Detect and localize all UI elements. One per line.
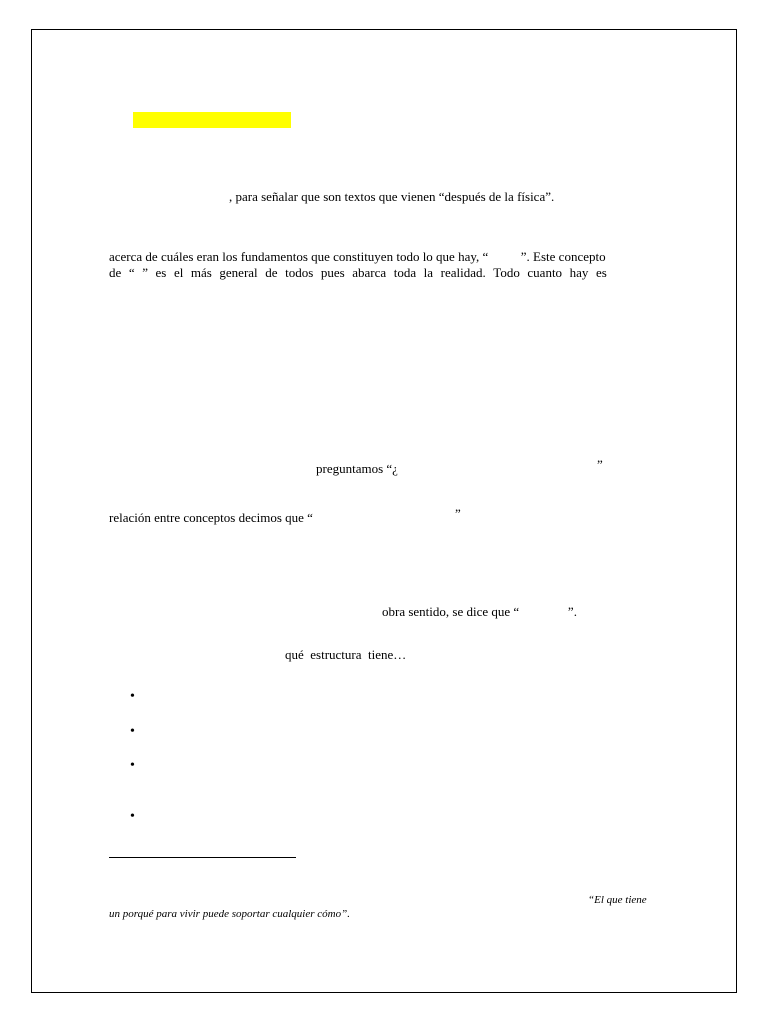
paragraph-6: qué estructura tiene… — [285, 647, 407, 662]
bullet-item-1: • — [130, 689, 135, 704]
word: hay — [569, 265, 589, 280]
footnote-line-2: un porqué para vivir puede soportar cualquier cómo”. — [109, 908, 350, 920]
footnote-line-1: “El que tiene — [588, 894, 647, 906]
paragraph-2-line-2 — [109, 265, 607, 280]
word: es — [595, 265, 607, 280]
word: pues — [320, 265, 345, 280]
word: el — [173, 265, 184, 280]
word: es — [155, 265, 167, 280]
paragraph-4: relación entre conceptos decimos que “ — [109, 510, 313, 525]
paragraph-5: obra sentido, se dice que “ ”. — [382, 604, 577, 619]
word: realidad. — [440, 265, 486, 280]
word: de — [109, 265, 122, 280]
word: cuanto — [527, 265, 563, 280]
word: la — [423, 265, 434, 280]
paragraph-3: preguntamos “¿ — [316, 461, 398, 476]
bullet-item-4: • — [130, 809, 135, 824]
bullet-item-3: • — [130, 758, 135, 773]
word: más — [190, 265, 212, 280]
word: abarca — [352, 265, 387, 280]
footnote-separator — [109, 857, 296, 858]
word: toda — [393, 265, 417, 280]
word: de — [265, 265, 278, 280]
paragraph-1: , para señalar que son textos que vienen “después de la física”. — [229, 189, 555, 204]
word: todos — [285, 265, 314, 280]
bullet-item-2: • — [130, 724, 135, 739]
word: “ — [128, 265, 135, 280]
paragraph-3-close-quote: ” — [597, 457, 603, 472]
word: ” — [142, 265, 148, 280]
paragraph-4-close-quote: ” — [455, 506, 461, 521]
highlighted-heading-block — [133, 112, 291, 128]
paragraph-2-line-1: acerca de cuáles eran los fundamentos que constituyen todo lo que hay, “ ”. Este concepto — [109, 249, 606, 264]
word: general — [219, 265, 258, 280]
word: Todo — [493, 265, 520, 280]
